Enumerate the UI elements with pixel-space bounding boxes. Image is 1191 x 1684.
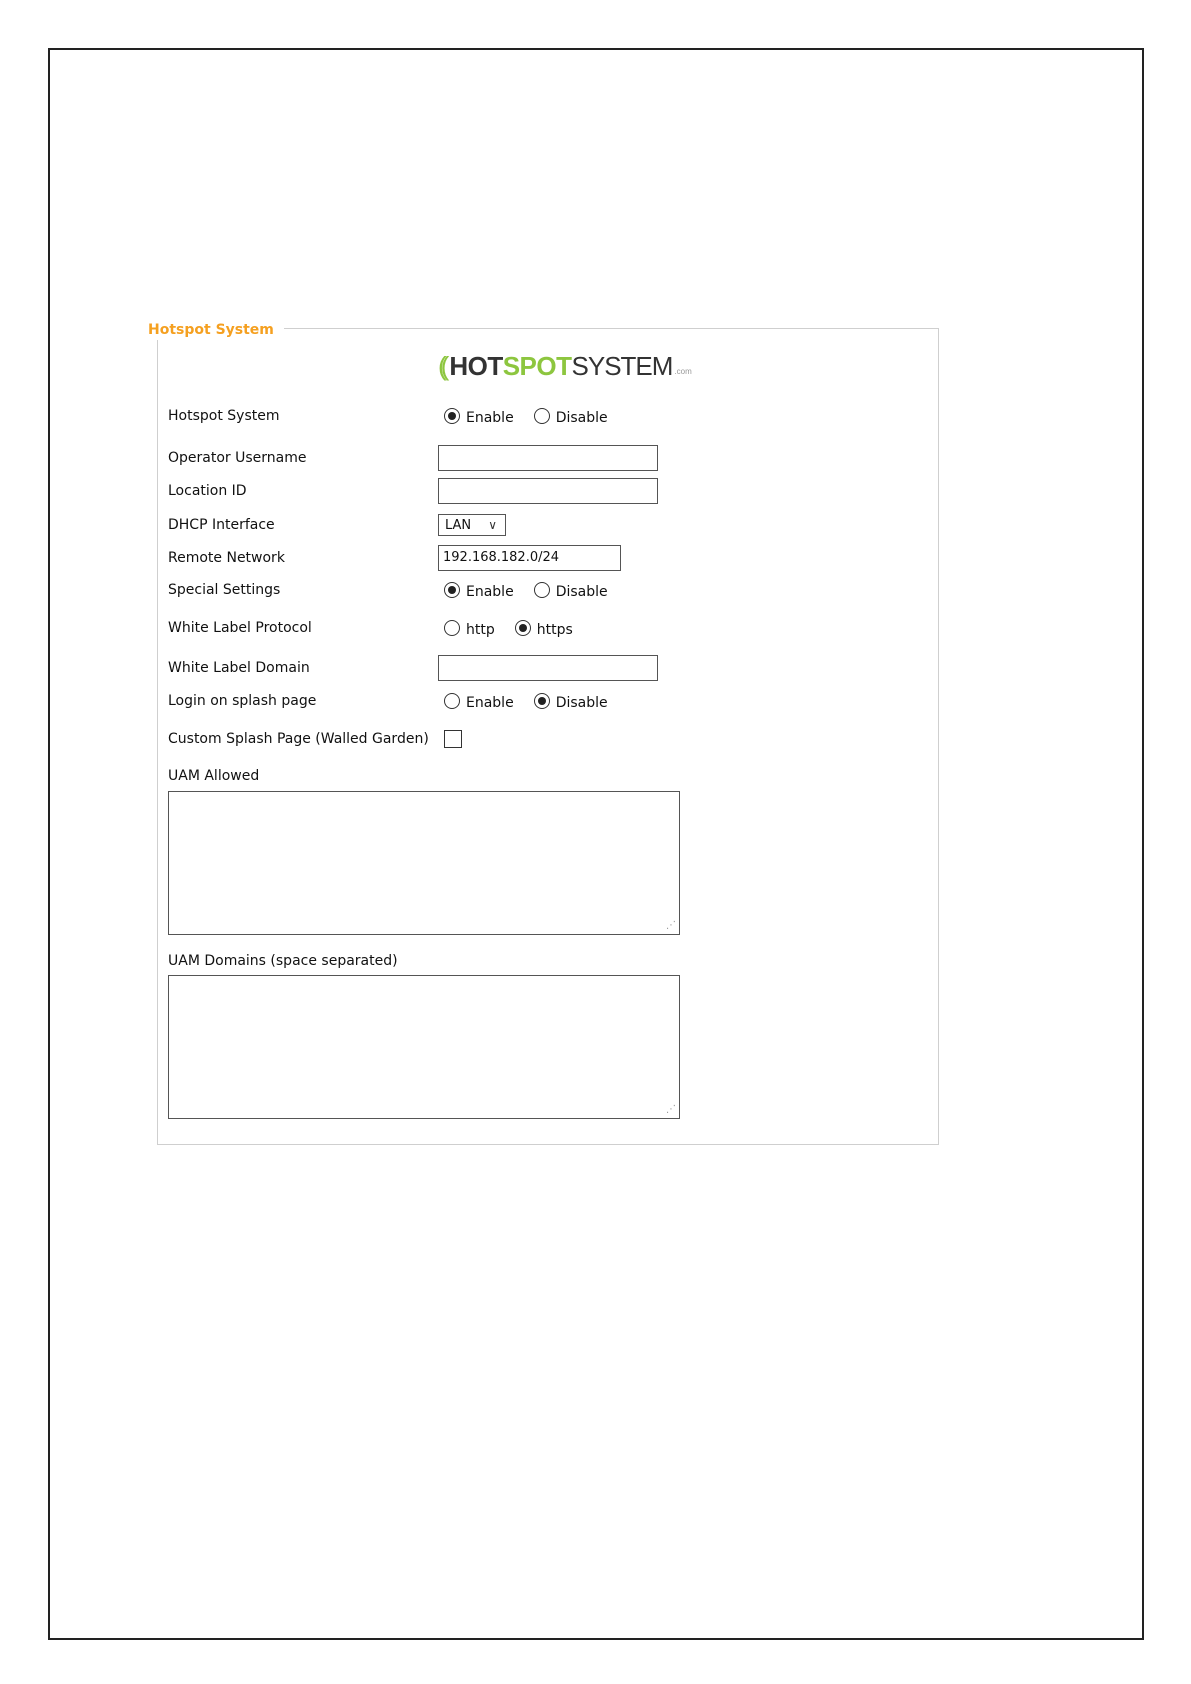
custom-splash-checkbox[interactable] [444,730,462,748]
special-settings-disable-text: Disable [555,584,608,600]
logo-text-system: SYSTEM [571,350,673,381]
fieldset-legend: Hotspot System [148,320,284,340]
white-label-domain-label: White Label Domain [168,660,310,676]
hotspotsystem-logo [438,348,692,384]
protocol-http-text: http [466,622,495,638]
resize-grip-icon[interactable]: ⋰ [666,920,675,931]
operator-username-input[interactable] [438,445,658,471]
row-location-id [168,476,868,506]
logo-text-spot: SPOT [502,350,572,381]
protocol-https-text: https [536,622,573,638]
location-id-label: Location ID [168,483,247,499]
login-splash-disable-text: Disable [555,695,608,711]
dhcp-interface-label: DHCP Interface [168,517,275,533]
logo-text-hot: HOT [449,350,503,381]
special-settings-disable-option[interactable] [528,580,608,600]
uam-domains-label: UAM Domains (space separated) [168,953,398,969]
login-on-splash-label: Login on splash page [168,693,317,709]
custom-splash-label: Custom Splash Page (Walled Garden) [168,731,429,747]
hotspot-system-label: Hotspot System [168,408,280,424]
hotspot-system-disable-radio[interactable] [534,408,550,424]
login-splash-enable-text: Enable [466,695,514,711]
protocol-http-option[interactable] [438,618,495,638]
uam-allowed-label: UAM Allowed [168,768,260,784]
protocol-https-radio[interactable] [515,620,531,636]
row-white-label-domain [168,653,868,683]
dhcp-interface-value: LAN [445,517,472,533]
login-splash-disable-radio[interactable] [534,693,550,709]
uam-domains-textarea[interactable] [168,975,680,1119]
remote-network-label: Remote Network [168,550,285,566]
remote-network-input[interactable]: 192.168.182.0/24 [438,545,621,571]
location-id-input[interactable] [438,478,658,504]
hotspot-system-disable-option[interactable] [528,406,608,426]
special-settings-enable-radio[interactable] [444,582,460,598]
login-splash-enable-option[interactable] [438,691,514,711]
hotspot-system-enable-text: Enable [466,410,514,426]
special-settings-disable-radio[interactable] [534,582,550,598]
protocol-https-option[interactable] [509,618,573,638]
row-special-settings [168,575,868,605]
hotspot-system-enable-radio[interactable] [444,408,460,424]
dhcp-interface-select[interactable] [438,514,506,536]
row-operator-username [168,443,868,473]
login-splash-enable-radio[interactable] [444,693,460,709]
row-login-on-splash [168,686,868,716]
special-settings-enable-option[interactable] [438,580,514,600]
operator-username-label: Operator Username [168,450,307,466]
row-remote-network [168,543,868,573]
row-dhcp-interface [168,510,868,540]
chevron-down-icon: ∨ [488,518,497,532]
login-splash-disable-option[interactable] [528,691,608,711]
row-white-label-protocol [168,613,868,643]
hotspot-system-disable-text: Disable [555,410,608,426]
logo-waves-icon: (( [438,350,444,381]
uam-allowed-textarea[interactable] [168,791,680,935]
row-custom-splash [168,724,868,754]
hotspot-system-enable-option[interactable] [438,406,514,426]
special-settings-enable-text: Enable [466,584,514,600]
logo-text-com: .com [674,366,692,376]
special-settings-label: Special Settings [168,582,281,598]
protocol-http-radio[interactable] [444,620,460,636]
resize-grip-icon[interactable]: ⋰ [666,1104,675,1115]
white-label-protocol-label: White Label Protocol [168,620,312,636]
row-hotspot-system [168,401,868,431]
white-label-domain-input[interactable] [438,655,658,681]
